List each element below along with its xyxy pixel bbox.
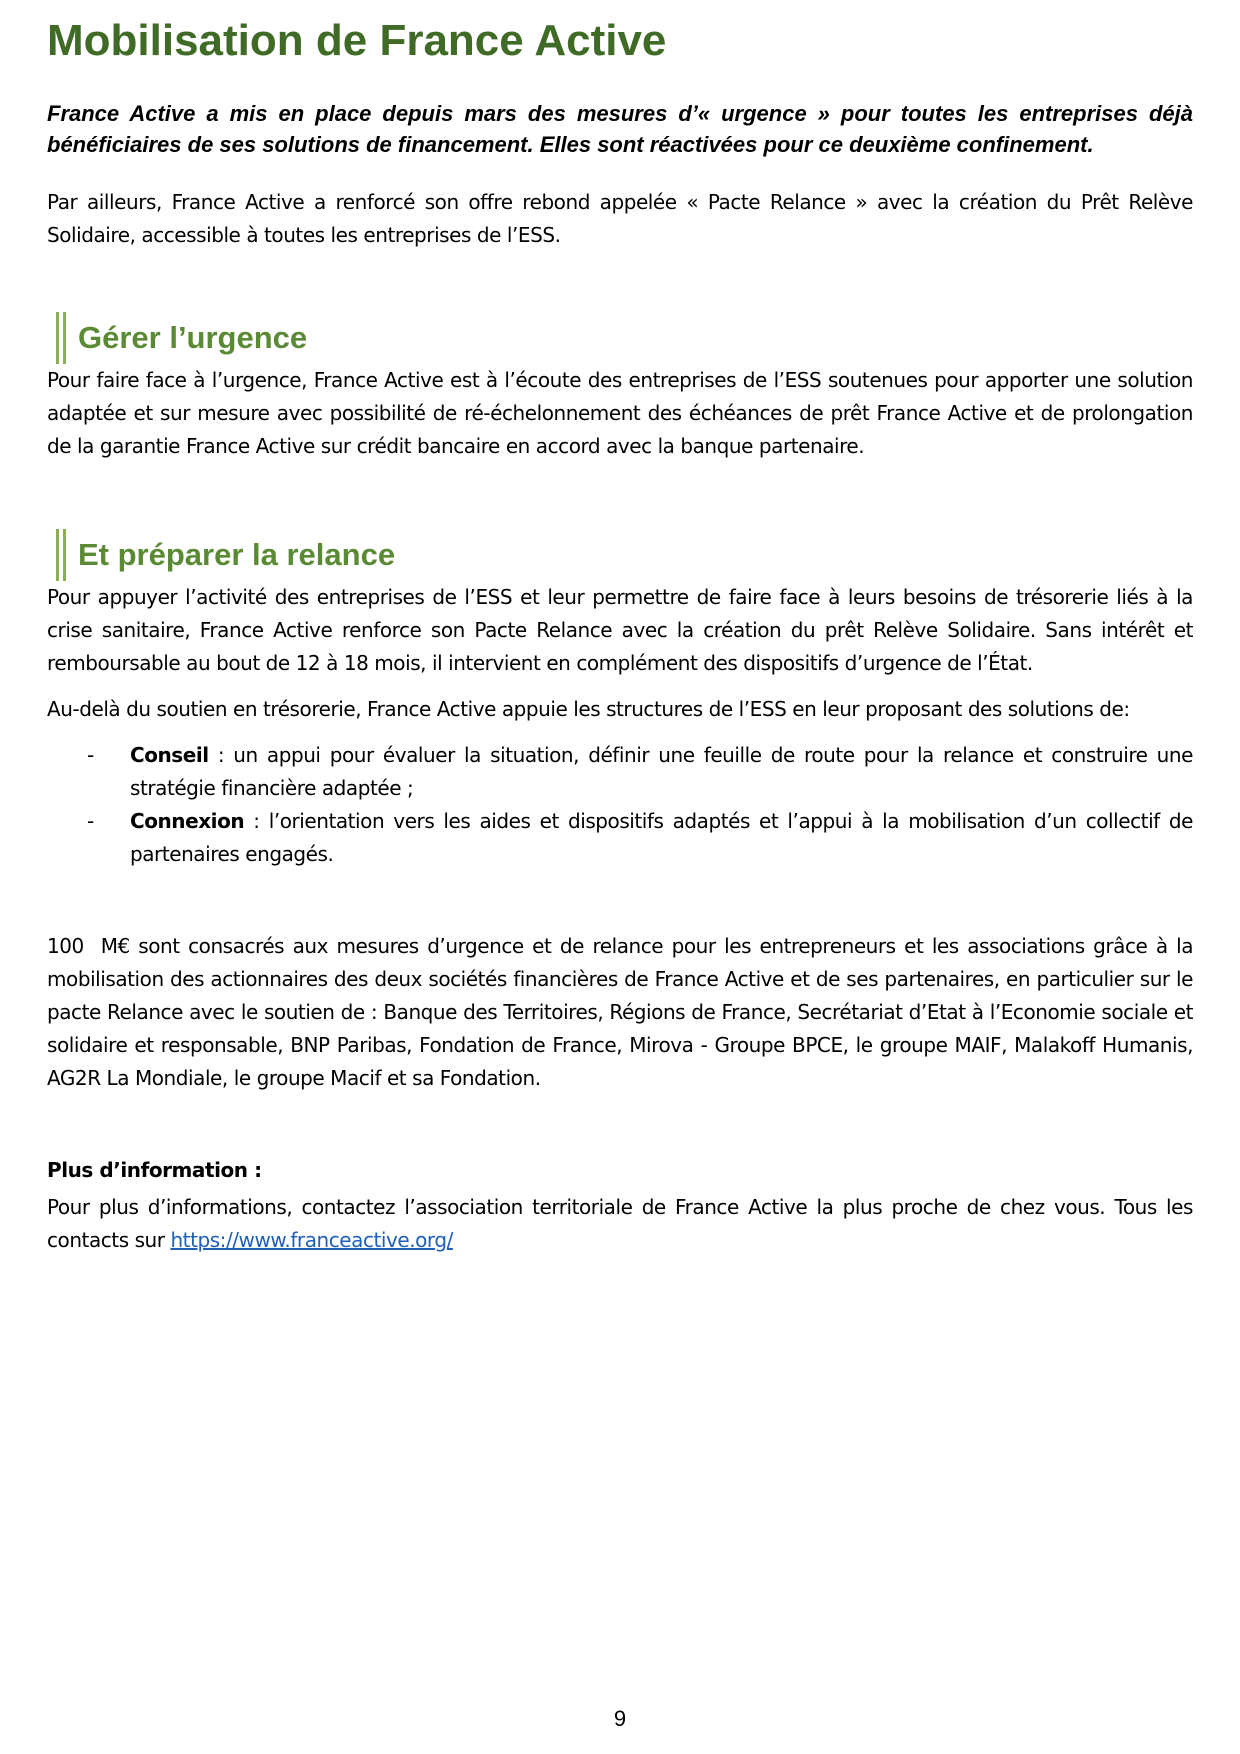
more-info-text: Pour plus d’informations, contactez l’association territoriale de France Active la plus proche de chez vous. Tous les contacts sur	[47, 1195, 1193, 1252]
relance-paragraph: Pour appuyer l’activité des entreprises de l’ESS et leur permettre de faire face à leurs besoins de trésorerie liés à la crise sanitaire, France Active renforce son Pacte Relance avec la création du prêt Relève Solidaire. Sans intérêt et remboursable au bout de 12 à 18 mois, il intervient en complément des dispositifs d’urgence de l’État.	[47, 585, 1193, 675]
list-item-term: Connexion	[130, 809, 245, 833]
funding-paragraph: 100 M€ sont consacrés aux mesures d’urgence et de relance pour les entrepreneurs et les associations grâce à la mobilisation des actionnaires des deux sociétés financières de France Active et de ses partenaires, en particulier sur le pacte Relance avec le soutien de : Banque des Territoires, Régions de France, Secrétariat d’Etat à l’Economie sociale et solidaire et responsable, BNP Paribas, Fondation de France, Mirova - Groupe BPCE, le groupe MAIF, Malakoff Humanis, AG2R La Mondiale, le groupe Macif et sa Fondation.	[47, 934, 1199, 1090]
solutions-list	[47, 739, 1193, 871]
section-heading-urgence	[47, 312, 1193, 364]
intro-statement: France Active a mis en place depuis mars des mesures d’« urgence » pour toutes les entreprises déjà bénéficiaires de ses solutions de financement. Elles sont réactivées pour ce deuxième confinement.	[47, 101, 1193, 157]
more-info-paragraph	[47, 1191, 1193, 1257]
bullet-dash: -	[87, 743, 94, 767]
heading-bar-icon	[56, 529, 66, 581]
document-page	[47, 0, 1199, 1257]
solutions-paragraph: Au-delà du soutien en trésorerie, France Active appuie les structures de l’ESS en leur proposant des solutions de:	[47, 697, 1130, 721]
list-item	[47, 739, 1193, 805]
list-item	[47, 805, 1193, 871]
page-title: Mobilisation de France Active	[47, 16, 667, 65]
list-item-term: Conseil	[130, 743, 209, 767]
section-title: Et préparer la relance	[78, 537, 396, 572]
list-item-body	[130, 805, 1193, 871]
urgence-paragraph: Pour faire face à l’urgence, France Active est à l’écoute des entreprises de l’ESS soutenues pour apporter une solution adaptée et sur mesure avec possibilité de ré-échelonnement des échéances de prêt France Active et de prolongation de la garantie France Active sur crédit bancaire en accord avec la banque partenaire.	[47, 368, 1193, 458]
heading-bar-icon	[56, 312, 66, 364]
list-item-text: : l’orientation vers les aides et dispositifs adaptés et l’appui à la mobilisation d’un collectif de partenaires engagés.	[130, 809, 1193, 866]
page-number: 9	[613, 1706, 627, 1731]
bullet-dash: -	[87, 809, 94, 833]
more-info-label: Plus d’information :	[47, 1158, 262, 1182]
section-title: Gérer l’urgence	[78, 320, 308, 355]
intro-paragraph: Par ailleurs, France Active a renforcé son offre rebond appelée « Pacte Relance » avec la création du Prêt Relève Solidaire, accessible à toutes les entreprises de l’ESS.	[47, 190, 1193, 247]
franceactive-link[interactable]: https://www.franceactive.org/	[170, 1228, 453, 1252]
list-item-body	[130, 739, 1193, 805]
list-item-text: : un appui pour évaluer la situation, définir une feuille de route pour la relance et construire une stratégie financière adaptée ;	[130, 743, 1193, 800]
section-heading-relance	[47, 529, 1193, 581]
